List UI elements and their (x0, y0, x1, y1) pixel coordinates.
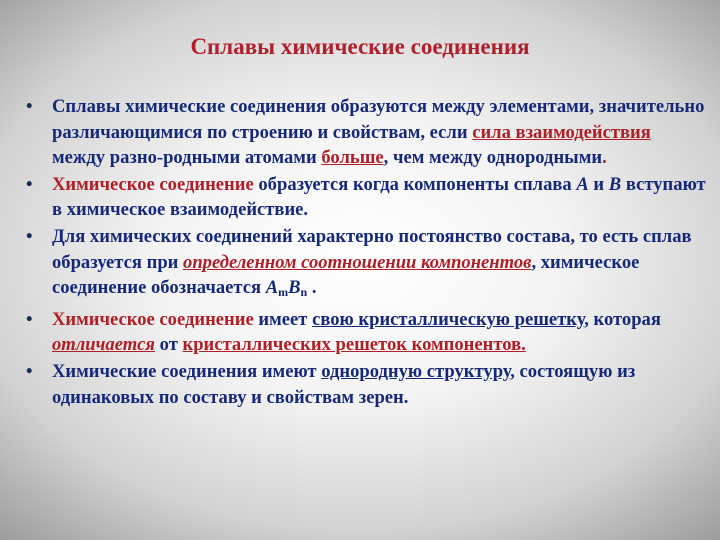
text-segment: Сплавы химические соединения (52, 96, 331, 117)
text-segment: . (602, 147, 607, 169)
bullet-item (24, 307, 708, 358)
bullet-item (24, 224, 708, 306)
text-segment: образуется когда компоненты сплава (253, 173, 577, 195)
text-segment: n (300, 285, 308, 300)
slide-title: Сплавы химические соединения (190, 34, 530, 59)
text-segment: А (265, 277, 279, 299)
text-segment: В (608, 173, 622, 195)
bullet-marker: • (26, 308, 33, 330)
text-segment: А (576, 173, 589, 195)
bullet-marker: • (26, 225, 33, 247)
text-segment: однородную структуру (321, 360, 511, 382)
text-segment: Для химических соединений характерно постоянство состава, то есть сплав образуется при (52, 225, 692, 273)
text-segment: определенном соотношении компонентов (183, 251, 532, 273)
text-segment: . (307, 277, 317, 299)
text-segment: Химическое соединение (52, 173, 254, 195)
text-segment: вступают в химическое взаимодействие. (52, 173, 706, 221)
bullet-list (24, 94, 708, 411)
text-segment: В (288, 277, 301, 299)
text-segment: сила взаимодействия (472, 121, 651, 143)
bullet-marker: • (26, 173, 33, 195)
text-segment: , химическое соединение обозначается (52, 251, 640, 299)
text-segment: от (155, 334, 183, 356)
text-segment: , чем между однородными (383, 147, 603, 169)
text-segment: Химические соединения имеют (52, 360, 322, 382)
text-segment: свою кристаллическую решетку (312, 308, 585, 330)
text-segment: , состоящую из одинаковых по составу и свойствам зерен. (52, 360, 636, 408)
bullet-marker: • (26, 360, 33, 382)
text-segment: имеет (253, 308, 313, 330)
text-segment: образуются между элементами, значительно различающимися по строению и свойствам, если (52, 96, 705, 143)
text-segment: Химическое соединение (52, 308, 254, 330)
text-segment: отличается (52, 334, 156, 356)
bullet-item (24, 172, 708, 223)
bullet-item (24, 94, 708, 171)
text-segment: и (588, 173, 609, 195)
text-segment: между разно-родными атомами (52, 147, 322, 169)
text-segment: кристаллических решеток компонентов. (182, 334, 526, 356)
text-segment: больше (321, 147, 384, 169)
text-segment: m (278, 285, 289, 300)
bullet-marker: • (26, 96, 33, 117)
text-segment: , которая (584, 308, 661, 330)
bullet-item (24, 359, 708, 410)
